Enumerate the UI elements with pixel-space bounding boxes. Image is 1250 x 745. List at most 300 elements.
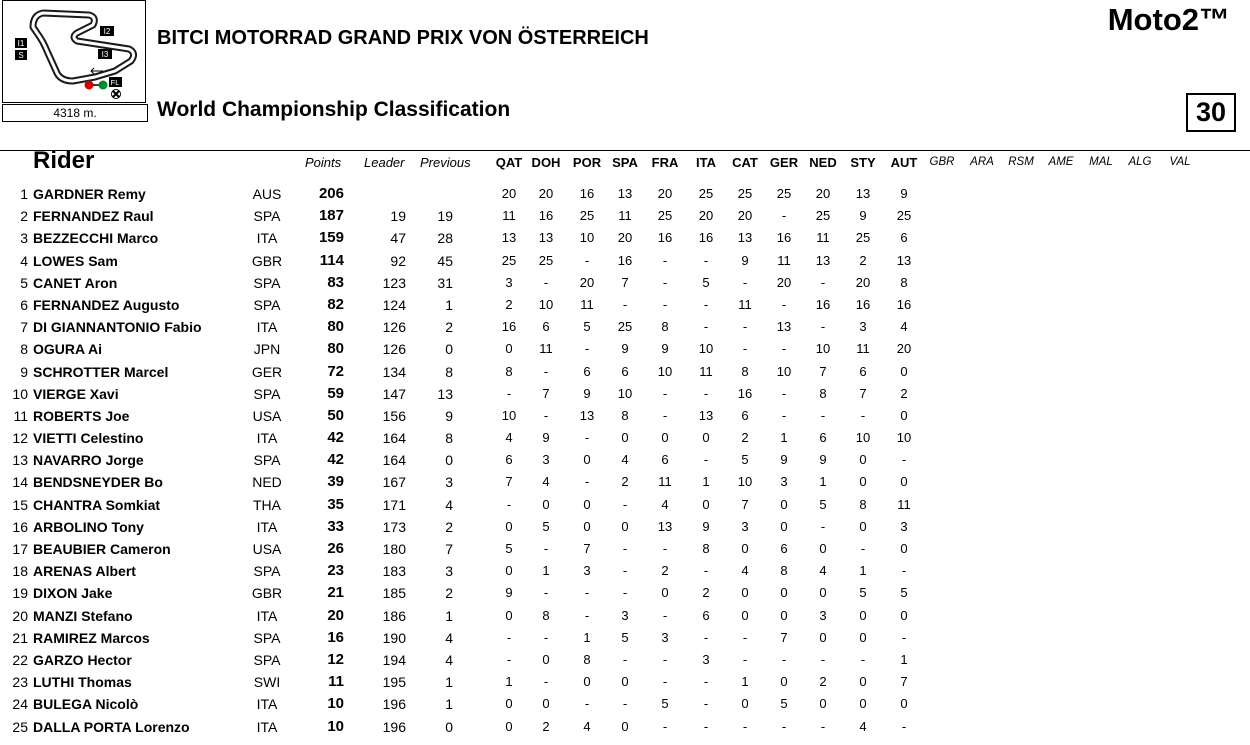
race-result: 2 bbox=[859, 252, 867, 268]
race-result: 1 bbox=[819, 474, 827, 490]
gap-to-leader: 171 bbox=[382, 496, 406, 513]
race-result: - bbox=[543, 541, 549, 556]
rider-position: 12 bbox=[12, 430, 28, 447]
rider-nation: SPA bbox=[253, 563, 281, 580]
race-result: - bbox=[703, 718, 709, 734]
rider-name: CHANTRA Somkiat bbox=[33, 496, 161, 513]
race-result: 9 bbox=[819, 452, 827, 468]
rider-points: 187 bbox=[318, 207, 344, 225]
race-result: 0 bbox=[900, 407, 908, 423]
race-result: 0 bbox=[542, 496, 550, 512]
race-result: 0 bbox=[542, 651, 550, 667]
race-result: 0 bbox=[505, 718, 513, 734]
race-result: 25 bbox=[855, 230, 871, 246]
race-result: - bbox=[584, 696, 590, 712]
gap-to-previous: 1 bbox=[445, 696, 453, 713]
sector-i2-marker bbox=[100, 26, 114, 36]
column-header-future-race: AME bbox=[1048, 156, 1074, 168]
race-result: - bbox=[860, 541, 866, 556]
rider-name: NAVARRO Jorge bbox=[33, 452, 144, 469]
race-result: 11 bbox=[539, 341, 553, 357]
race-result: 1 bbox=[900, 651, 908, 667]
race-result: 8 bbox=[780, 563, 788, 579]
table-row bbox=[0, 516, 1250, 538]
race-result: 9 bbox=[741, 252, 749, 268]
gap-to-leader: 123 bbox=[382, 274, 406, 291]
race-result: 0 bbox=[583, 452, 591, 468]
rider-name: GARZO Hector bbox=[33, 651, 132, 668]
race-result: 7 bbox=[900, 674, 908, 690]
rider-position: 14 bbox=[12, 474, 28, 491]
table-row bbox=[0, 205, 1250, 227]
race-result: - bbox=[742, 629, 748, 645]
gap-to-leader: 92 bbox=[390, 252, 406, 269]
sector-i3-label: I3 bbox=[101, 50, 109, 59]
table-row bbox=[0, 427, 1250, 449]
rider-nation: ITA bbox=[256, 696, 278, 713]
rider-points: 72 bbox=[327, 362, 344, 380]
rider-name: BEAUBIER Cameron bbox=[33, 541, 171, 557]
race-result: 9 bbox=[621, 341, 629, 357]
rider-nation: SPA bbox=[253, 208, 281, 225]
race-result: 2 bbox=[741, 430, 749, 446]
rider-position: 9 bbox=[20, 363, 28, 380]
race-result: 0 bbox=[583, 674, 591, 690]
race-result: 0 bbox=[900, 541, 908, 556]
start-light-green-icon bbox=[99, 81, 108, 90]
table-row bbox=[0, 716, 1250, 738]
race-result: 0 bbox=[621, 674, 629, 690]
rider-nation: ITA bbox=[256, 607, 278, 624]
race-result: - bbox=[703, 629, 709, 645]
race-result: 7 bbox=[819, 363, 827, 379]
race-result: - bbox=[703, 252, 709, 268]
race-result: 7 bbox=[505, 474, 513, 490]
gap-to-leader: 194 bbox=[382, 651, 406, 668]
race-result: 3 bbox=[900, 518, 908, 534]
race-result: 25 bbox=[737, 186, 753, 201]
column-header-race: CAT bbox=[732, 155, 758, 170]
gap-to-previous: 1 bbox=[445, 296, 453, 313]
rider-position: 4 bbox=[20, 252, 28, 269]
race-result: - bbox=[742, 341, 748, 357]
rider-name: SCHROTTER Marcel bbox=[33, 363, 169, 380]
race-result: - bbox=[584, 585, 590, 601]
race-result: - bbox=[703, 296, 709, 312]
race-result: 0 bbox=[661, 430, 669, 446]
race-result: 20 bbox=[617, 230, 633, 246]
race-result: - bbox=[781, 718, 787, 734]
race-result: 8 bbox=[583, 651, 591, 667]
column-header-race: DOH bbox=[531, 155, 561, 170]
race-result: - bbox=[622, 696, 628, 712]
race-result: - bbox=[901, 563, 907, 579]
race-result: 13 bbox=[617, 186, 633, 201]
race-result: 3 bbox=[819, 607, 827, 623]
race-result: - bbox=[820, 319, 826, 335]
race-result: 6 bbox=[819, 430, 827, 446]
table-row bbox=[0, 649, 1250, 671]
class-logo: Moto2™ bbox=[1107, 2, 1230, 37]
rider-position: 24 bbox=[12, 696, 28, 713]
race-result: 1 bbox=[542, 563, 550, 579]
gap-to-leader: 164 bbox=[382, 430, 406, 447]
gap-to-previous: 13 bbox=[437, 385, 453, 402]
gap-to-previous: 0 bbox=[445, 452, 453, 469]
race-result: - bbox=[584, 430, 590, 446]
race-result: 8 bbox=[819, 385, 827, 401]
race-result: - bbox=[622, 496, 628, 512]
gap-to-previous: 1 bbox=[445, 607, 453, 624]
rider-name: FERNANDEZ Augusto bbox=[33, 296, 180, 313]
race-result: 2 bbox=[505, 296, 513, 312]
rider-nation: JPN bbox=[253, 341, 281, 358]
race-result: 8 bbox=[505, 363, 513, 379]
race-result: 2 bbox=[661, 563, 669, 579]
race-result: 10 bbox=[737, 474, 753, 490]
race-result: 13 bbox=[538, 230, 554, 246]
race-result: 6 bbox=[900, 230, 908, 246]
table-row bbox=[0, 538, 1250, 560]
race-result: 7 bbox=[780, 629, 788, 645]
rider-name: CANET Aron bbox=[33, 274, 118, 291]
race-result: 0 bbox=[859, 629, 867, 645]
column-header-future-race: ARA bbox=[970, 156, 994, 168]
rider-name: VIETTI Celestino bbox=[33, 430, 144, 447]
column-header-race: QAT bbox=[495, 155, 523, 170]
race-result: 5 bbox=[780, 696, 788, 712]
rider-name: ROBERTS Joe bbox=[33, 407, 130, 424]
rider-position: 18 bbox=[12, 563, 28, 580]
race-result: 6 bbox=[505, 452, 513, 468]
race-result: 3 bbox=[542, 452, 550, 468]
race-result: 1 bbox=[859, 563, 867, 579]
race-result: 0 bbox=[859, 607, 867, 623]
race-result: - bbox=[506, 629, 512, 645]
race-result: 0 bbox=[780, 607, 788, 623]
race-result: 9 bbox=[505, 585, 513, 601]
race-result: - bbox=[703, 319, 709, 335]
speed-trap-marker bbox=[15, 50, 27, 60]
rider-position: 15 bbox=[12, 496, 28, 513]
race-result: 0 bbox=[900, 696, 908, 712]
race-result: 10 bbox=[579, 230, 595, 246]
table-row bbox=[0, 227, 1250, 249]
column-header-future-race: MAL bbox=[1089, 156, 1113, 168]
race-result: - bbox=[781, 208, 787, 224]
race-result: 9 bbox=[900, 186, 908, 201]
gap-to-leader: 19 bbox=[390, 208, 406, 225]
rider-position: 23 bbox=[12, 674, 28, 691]
race-result: 10 bbox=[896, 430, 912, 446]
rider-nation: SWI bbox=[253, 674, 281, 691]
race-result: 16 bbox=[855, 296, 871, 312]
rider-points: 59 bbox=[327, 384, 344, 402]
rider-name: DI GIANNANTONIO Fabio bbox=[33, 319, 202, 336]
rider-nation: NED bbox=[252, 474, 282, 491]
race-result: 4 bbox=[505, 430, 513, 446]
gap-to-leader: 156 bbox=[382, 407, 406, 424]
race-result: 11 bbox=[699, 363, 713, 379]
race-result: 5 bbox=[741, 452, 749, 468]
rider-points: 42 bbox=[327, 451, 344, 469]
race-result: - bbox=[506, 496, 512, 512]
race-result: 7 bbox=[542, 385, 550, 401]
rider-name: GARDNER Remy bbox=[33, 186, 146, 202]
race-result: 16 bbox=[896, 296, 912, 312]
race-result: - bbox=[662, 296, 668, 312]
rider-points: 10 bbox=[327, 695, 344, 713]
race-result: - bbox=[742, 274, 748, 290]
race-result: 1 bbox=[741, 674, 749, 690]
race-result: 16 bbox=[538, 208, 554, 224]
gap-to-previous: 7 bbox=[445, 541, 453, 557]
race-result: - bbox=[820, 651, 826, 667]
race-result: 0 bbox=[741, 541, 749, 556]
race-result: 8 bbox=[621, 407, 629, 423]
column-header-future-race: GBR bbox=[929, 156, 955, 168]
race-result: 3 bbox=[859, 319, 867, 335]
rider-nation: USA bbox=[252, 541, 282, 557]
race-result: 16 bbox=[579, 186, 595, 201]
race-result: 8 bbox=[542, 607, 550, 623]
rider-points: 33 bbox=[327, 517, 344, 535]
gap-to-previous: 4 bbox=[445, 496, 453, 513]
gap-to-leader: 134 bbox=[382, 363, 406, 380]
race-result: - bbox=[820, 274, 826, 290]
gap-to-leader: 190 bbox=[382, 629, 406, 646]
rider-points: 82 bbox=[327, 295, 344, 313]
rider-name: ARENAS Albert bbox=[33, 563, 136, 580]
race-result: - bbox=[703, 563, 709, 579]
rider-name: ARBOLINO Tony bbox=[33, 518, 144, 535]
race-result: 0 bbox=[900, 607, 908, 623]
rider-nation: GBR bbox=[251, 585, 283, 602]
race-result: 0 bbox=[505, 696, 513, 712]
race-result: 0 bbox=[859, 696, 867, 712]
gap-to-leader: 185 bbox=[382, 585, 406, 602]
finish-line-label: FL bbox=[110, 78, 120, 87]
finish-line-marker bbox=[109, 77, 122, 87]
race-result: 16 bbox=[501, 319, 517, 335]
race-result: - bbox=[742, 651, 748, 667]
race-result: 13 bbox=[776, 319, 792, 335]
race-result: 3 bbox=[780, 474, 788, 490]
gap-to-leader: 196 bbox=[382, 696, 406, 713]
track-map bbox=[2, 0, 146, 103]
gap-to-leader: 126 bbox=[382, 341, 406, 358]
race-result: 7 bbox=[583, 541, 591, 556]
gap-to-leader: 186 bbox=[382, 607, 406, 624]
race-result: 10 bbox=[657, 363, 673, 379]
race-result: 0 bbox=[819, 696, 827, 712]
race-result: - bbox=[662, 274, 668, 290]
sector-i1-marker bbox=[15, 38, 27, 48]
race-result: - bbox=[543, 363, 549, 379]
race-result: - bbox=[543, 629, 549, 645]
race-result: 9 bbox=[859, 208, 867, 224]
rider-points: 39 bbox=[327, 473, 344, 491]
gap-to-leader: 180 bbox=[382, 541, 406, 557]
table-row bbox=[0, 693, 1250, 715]
race-result: 10 bbox=[698, 341, 714, 357]
race-result: 6 bbox=[621, 363, 629, 379]
rider-name: BENDSNEYDER Bo bbox=[33, 474, 163, 491]
rider-points: 21 bbox=[327, 584, 344, 602]
race-result: - bbox=[543, 585, 549, 601]
rider-name: FERNANDEZ Raul bbox=[33, 208, 154, 225]
race-result: 8 bbox=[859, 496, 867, 512]
race-result: 20 bbox=[657, 186, 673, 201]
start-light-red-icon bbox=[85, 81, 94, 90]
rider-points: 50 bbox=[327, 406, 344, 424]
rider-nation: SPA bbox=[253, 452, 281, 469]
gap-to-previous: 9 bbox=[445, 407, 453, 424]
race-result: - bbox=[703, 452, 709, 468]
rider-nation: SPA bbox=[253, 296, 281, 313]
race-result: 0 bbox=[900, 363, 908, 379]
rider-points: 83 bbox=[327, 273, 344, 291]
race-result: - bbox=[622, 296, 628, 312]
column-header-race: ITA bbox=[696, 155, 716, 170]
column-header-future-race: RSM bbox=[1008, 156, 1034, 168]
race-result: 6 bbox=[859, 363, 867, 379]
column-header-race: STY bbox=[850, 155, 876, 170]
rider-name: OGURA Ai bbox=[33, 341, 102, 358]
race-result: 25 bbox=[657, 208, 673, 224]
track-length: 4318 m. bbox=[2, 104, 148, 122]
race-result: - bbox=[622, 541, 628, 556]
race-result: 4 bbox=[819, 563, 827, 579]
table-row bbox=[0, 471, 1250, 493]
race-result: 9 bbox=[583, 385, 591, 401]
track-layout-icon bbox=[3, 1, 145, 102]
race-result: 6 bbox=[702, 607, 710, 623]
race-result: 6 bbox=[780, 541, 788, 556]
race-result: 16 bbox=[776, 230, 792, 246]
race-result: 5 bbox=[859, 585, 867, 601]
table-row bbox=[0, 494, 1250, 516]
gap-to-previous: 31 bbox=[437, 274, 453, 291]
race-result: - bbox=[662, 385, 668, 401]
gap-to-leader: 47 bbox=[390, 230, 406, 247]
rider-position: 11 bbox=[13, 407, 28, 424]
race-result: 20 bbox=[579, 274, 595, 290]
rider-name: LOWES Sam bbox=[33, 252, 118, 269]
race-result: 0 bbox=[621, 718, 629, 734]
rider-position: 1 bbox=[20, 186, 28, 202]
race-result: 10 bbox=[617, 385, 633, 401]
race-result: 7 bbox=[621, 274, 629, 290]
table-row bbox=[0, 250, 1250, 272]
race-result: - bbox=[622, 585, 628, 601]
table-row bbox=[0, 671, 1250, 693]
rider-points: 10 bbox=[327, 717, 344, 735]
race-result: - bbox=[662, 541, 668, 556]
rider-position: 2 bbox=[20, 208, 28, 225]
race-result: 0 bbox=[621, 518, 629, 534]
race-result: 0 bbox=[859, 452, 867, 468]
race-result: 4 bbox=[583, 718, 591, 734]
race-result: 10 bbox=[855, 430, 871, 446]
rider-nation: ITA bbox=[256, 718, 278, 735]
gap-to-previous: 19 bbox=[437, 208, 453, 225]
race-result: 25 bbox=[815, 208, 831, 224]
race-result: - bbox=[506, 651, 512, 667]
race-result: 5 bbox=[900, 585, 908, 601]
rider-position: 19 bbox=[12, 585, 28, 602]
gap-to-leader: 126 bbox=[382, 319, 406, 336]
race-result: 9 bbox=[661, 341, 669, 357]
column-header-leader: Leader bbox=[364, 155, 405, 170]
rider-points: 114 bbox=[319, 251, 344, 269]
column-header-rider: Rider bbox=[33, 147, 95, 174]
gap-to-previous: 45 bbox=[437, 252, 453, 269]
rider-nation: ITA bbox=[256, 230, 278, 247]
race-result: - bbox=[584, 607, 590, 623]
rider-name: VIERGE Xavi bbox=[33, 385, 119, 402]
table-row bbox=[0, 582, 1250, 604]
race-result: 0 bbox=[542, 696, 550, 712]
race-result: 10 bbox=[538, 296, 554, 312]
race-result: 25 bbox=[579, 208, 595, 224]
race-result: 13 bbox=[579, 407, 595, 423]
rider-nation: ITA bbox=[256, 518, 278, 535]
race-result: 20 bbox=[855, 274, 871, 290]
race-result: 10 bbox=[776, 363, 792, 379]
page-subtitle: World Championship Classification bbox=[157, 98, 511, 121]
race-result: - bbox=[662, 607, 668, 623]
gap-to-previous: 0 bbox=[445, 341, 453, 358]
race-result: 9 bbox=[780, 452, 788, 468]
table-row bbox=[0, 183, 1250, 205]
race-result: 5 bbox=[661, 696, 669, 712]
race-result: 6 bbox=[542, 319, 550, 335]
gap-to-previous: 28 bbox=[437, 230, 453, 247]
race-result: 13 bbox=[501, 230, 517, 246]
race-result: 0 bbox=[741, 607, 749, 623]
race-result: 0 bbox=[819, 541, 827, 556]
race-result: 11 bbox=[738, 296, 752, 312]
column-header-race: GER bbox=[769, 155, 799, 170]
race-result: 13 bbox=[896, 252, 912, 268]
rider-points: 80 bbox=[327, 318, 344, 336]
race-result: 0 bbox=[819, 629, 827, 645]
rider-position: 20 bbox=[12, 607, 28, 624]
race-result: 11 bbox=[777, 252, 791, 268]
race-result: - bbox=[584, 252, 590, 268]
race-result: 16 bbox=[815, 296, 831, 312]
race-result: - bbox=[584, 341, 590, 357]
table-row bbox=[0, 405, 1250, 427]
race-result: 0 bbox=[859, 674, 867, 690]
rider-name: LUTHI Thomas bbox=[33, 674, 132, 691]
race-result: 25 bbox=[896, 208, 912, 224]
gap-to-leader: 173 bbox=[382, 518, 406, 535]
gap-to-previous: 3 bbox=[445, 563, 453, 580]
race-result: - bbox=[901, 452, 907, 468]
race-result: - bbox=[703, 674, 709, 690]
gap-to-leader: 195 bbox=[382, 674, 406, 691]
table-row bbox=[0, 627, 1250, 649]
race-result: - bbox=[543, 274, 549, 290]
rider-nation: SPA bbox=[253, 629, 281, 646]
race-result: 5 bbox=[583, 319, 591, 335]
race-result: 25 bbox=[698, 186, 714, 201]
race-result: - bbox=[742, 319, 748, 335]
gap-to-previous: 4 bbox=[445, 629, 453, 646]
race-result: 3 bbox=[702, 651, 710, 667]
